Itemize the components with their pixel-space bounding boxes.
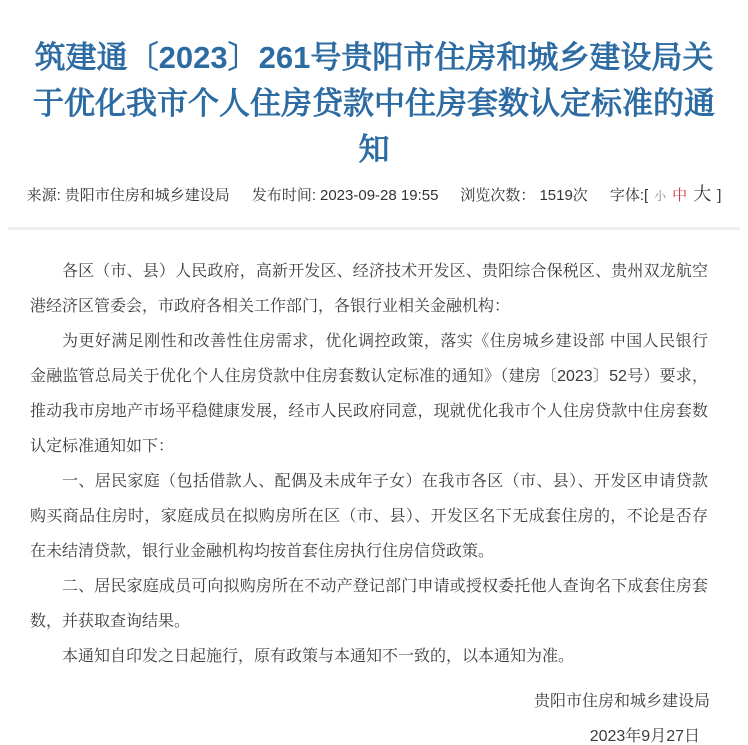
- signature-date: 2023年9月27日: [589, 728, 700, 745]
- meta-publish-value: 2023-09-28 19:55: [319, 187, 439, 204]
- font-size-control: [610, 180, 722, 206]
- font-size-medium-button[interactable]: 中: [672, 187, 688, 204]
- paragraph: 本通知自印发之日起施行，原有政策与本通知不一致的，以本通知为准。: [62, 648, 575, 665]
- meta-source-label: 来源:: [26, 187, 61, 204]
- meta-source: [27, 184, 230, 205]
- font-size-large-button[interactable]: 大: [693, 184, 712, 204]
- paragraph: 一、居民家庭（包括借款人、配偶及未成年子女）在我市各区（市、县）、开发区申请贷款购买商品住房时，家庭成员在拟购房所在区（市、县）、开发区名下无成套住房的，不论是否存在未结清贷款，银行业金融机构均按首套住房执行住房信贷政策。: [30, 473, 708, 560]
- page-title: 筑建通〔2023〕261号贵阳市住房和城乡建设局关于优化我市个人住房贷款中住房套数认定标准的通知: [33, 40, 715, 167]
- font-size-close-bracket: ]: [717, 187, 722, 204]
- meta-bar: [0, 180, 748, 206]
- paragraph: 二、居民家庭成员可向拟购房所在不动产登记部门申请或授权委托他人查询名下成套住房套数，并获取查询结果。: [30, 578, 708, 630]
- signature-organization: 贵阳市住房和城乡建设局: [533, 693, 710, 710]
- meta-views-value: 1519次: [539, 187, 588, 204]
- meta-publish-time: [252, 184, 439, 205]
- meta-views: [460, 184, 587, 205]
- font-size-small-button[interactable]: 小: [654, 189, 667, 203]
- meta-publish-label: 发布时间:: [251, 187, 316, 204]
- article-body: [0, 230, 748, 674]
- paragraph: 各区（市、县）人民政府，高新开发区、经济技术开发区、贵阳综合保税区、贵州双龙航空港经济区管委会，市政府各相关工作部门，各银行业相关金融机构：: [30, 263, 708, 315]
- meta-views-label: 浏览次数：: [460, 187, 536, 204]
- font-size-label: 字体:[: [609, 187, 649, 204]
- signature-block: [0, 684, 748, 745]
- meta-source-value: 贵阳市住房和城乡建设局: [64, 187, 230, 204]
- paragraph: 为更好满足刚性和改善性住房需求，优化调控政策，落实《住房城乡建设部 中国人民银行 金融监管总局关于优化个人住房贷款中住房套数认定标准的通知》（建房〔2023〕52号）要求，推动我市房地产市场平稳健康发展，经市人民政府同意，现就优化我市个人住房贷款中住房套数认定标准通知如下：: [30, 333, 708, 455]
